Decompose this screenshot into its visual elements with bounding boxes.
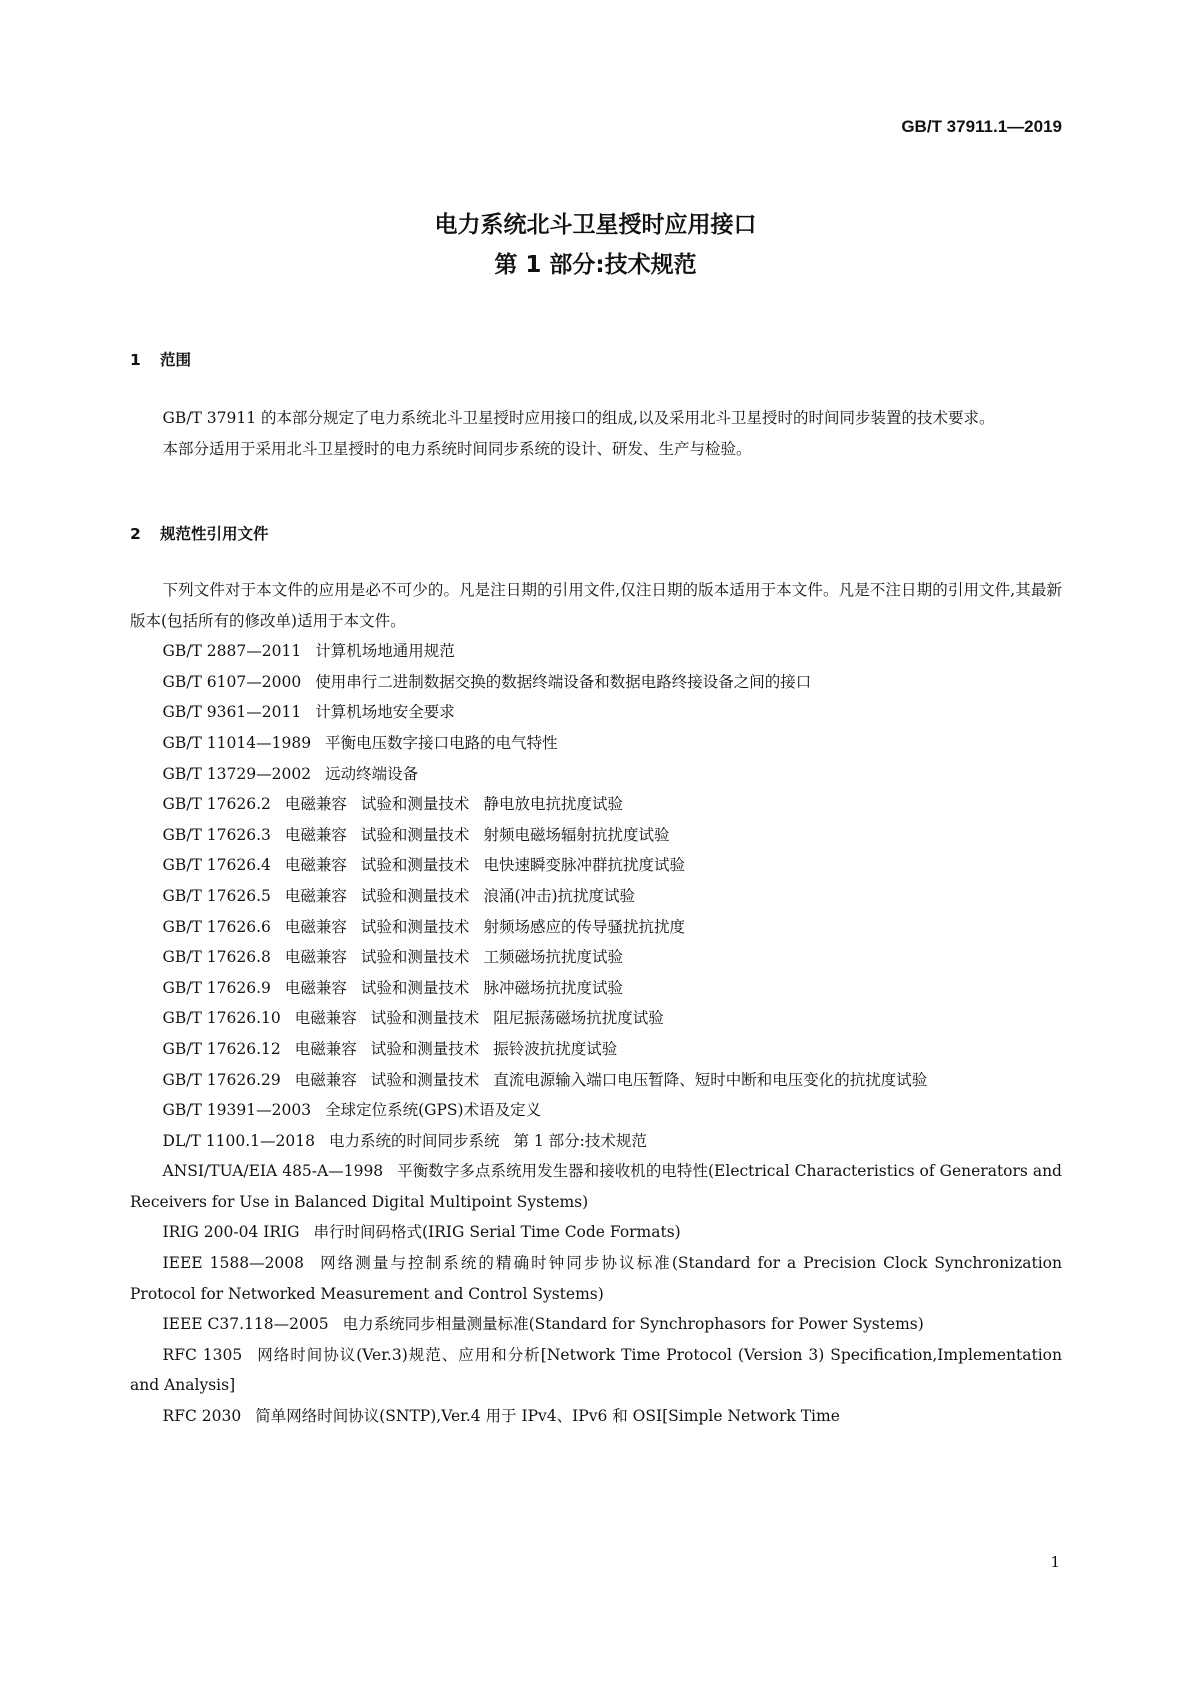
paragraph: GB/T 37911 的本部分规定了电力系统北斗卫星授时应用接口的组成,以及采用北斗卫星授时的时间同步装置的技术要求。 bbox=[162, 409, 995, 427]
reference-item bbox=[130, 820, 1062, 851]
reference-item bbox=[130, 1156, 1062, 1217]
reference-title-part: 直流电源输入端口电压暂降、短时中断和电压变化的抗扰度试验 bbox=[493, 1070, 928, 1089]
reference-title: 使用串行二进制数据交换的数据终端设备和数据电路终接设备之间的接口 bbox=[315, 672, 812, 691]
reference-title-part: 电磁兼容 bbox=[284, 886, 347, 905]
section-1-body bbox=[130, 403, 1062, 464]
reference-id: GB/T 17626.6 bbox=[162, 917, 271, 936]
reference-title-part: 工频磁场抗扰度试验 bbox=[483, 948, 623, 967]
reference-title-part: 阻尼振荡磁场抗扰度试验 bbox=[493, 1009, 664, 1028]
reference-title: 全球定位系统(GPS)术语及定义 bbox=[325, 1101, 542, 1120]
reference-title-part: 试验和测量技术 bbox=[360, 795, 470, 814]
reference-title-part: 试验和测量技术 bbox=[370, 1070, 480, 1089]
reference-title-part: 电力系统的时间同步系统 bbox=[328, 1131, 500, 1150]
reference-id: RFC 1305 bbox=[162, 1345, 243, 1364]
reference-title: 计算机场地通用规范 bbox=[315, 642, 455, 661]
section-title: 范围 bbox=[160, 351, 192, 369]
reference-title-part: 静电放电抗扰度试验 bbox=[483, 795, 623, 814]
reference-id: GB/T 17626.2 bbox=[162, 795, 271, 814]
reference-id: GB/T 11014—1989 bbox=[162, 733, 312, 752]
reference-item bbox=[130, 697, 1062, 728]
reference-id: GB/T 17626.9 bbox=[162, 978, 271, 997]
reference-id: IEEE 1588—2008 bbox=[162, 1254, 305, 1273]
reference-title: 远动终端设备 bbox=[325, 764, 419, 783]
reference-title-part: 第 1 部分:技术规范 bbox=[513, 1131, 647, 1150]
reference-id: GB/T 17626.10 bbox=[162, 1009, 281, 1028]
reference-id: GB/T 17626.4 bbox=[162, 856, 271, 875]
reference-id: GB/T 17626.8 bbox=[162, 948, 271, 967]
reference-title-part: 射频电磁场辐射抗扰度试验 bbox=[483, 825, 670, 844]
reference-item bbox=[130, 1003, 1062, 1034]
reference-title: 串行时间码格式(IRIG Serial Time Code Formats) bbox=[313, 1223, 681, 1242]
reference-title: 网络时间协议(Ver.3)规范、应用和分析[Network Time Protocol (Version 3) Specification,Implementation and Analysis] bbox=[130, 1345, 1062, 1395]
reference-id: GB/T 19391—2003 bbox=[162, 1101, 312, 1120]
reference-id: GB/T 17626.5 bbox=[162, 886, 271, 905]
reference-item bbox=[130, 1034, 1062, 1065]
reference-title: 计算机场地安全要求 bbox=[315, 703, 455, 722]
reference-item bbox=[130, 1401, 1062, 1432]
reference-item bbox=[130, 1095, 1062, 1126]
reference-title: 网络测量与控制系统的精确时钟同步协议标准(Standard for a Precision Clock Synchronization Protocol for Networked Measurement and Control Systems) bbox=[130, 1254, 1062, 1303]
reference-item bbox=[130, 1217, 1062, 1248]
reference-id: DL/T 1100.1—2018 bbox=[162, 1131, 315, 1150]
reference-item bbox=[130, 881, 1062, 912]
reference-item bbox=[130, 636, 1062, 667]
reference-title-part: 试验和测量技术 bbox=[370, 1009, 480, 1028]
reference-id: GB/T 17626.3 bbox=[162, 825, 271, 844]
reference-title-part: 电快速瞬变脉冲群抗扰度试验 bbox=[483, 856, 685, 875]
reference-item bbox=[130, 759, 1062, 790]
section-title: 规范性引用文件 bbox=[160, 525, 269, 543]
reference-title: 平衡电压数字接口电路的电气特性 bbox=[325, 733, 558, 752]
reference-id: ANSI/TUA/EIA 485-A—1998 bbox=[162, 1162, 384, 1181]
reference-title-part: 脉冲磁场抗扰度试验 bbox=[483, 978, 623, 997]
reference-item bbox=[130, 728, 1062, 759]
section-number: 2 bbox=[130, 525, 141, 543]
title-line-2: 第 1 部分:技术规范 bbox=[494, 252, 697, 278]
reference-id: IEEE C37.118—2005 bbox=[162, 1315, 329, 1334]
reference-title-part: 试验和测量技术 bbox=[360, 856, 470, 875]
reference-title: 简单网络时间协议(SNTP),Ver.4 用于 IPv4、IPv6 和 OSI[Simple Network Time bbox=[255, 1407, 840, 1426]
reference-id: GB/T 6107—2000 bbox=[162, 672, 302, 691]
reference-item bbox=[130, 942, 1062, 973]
reference-item bbox=[130, 789, 1062, 820]
reference-id: GB/T 17626.29 bbox=[162, 1070, 281, 1089]
reference-title-part: 电磁兼容 bbox=[294, 1039, 357, 1058]
section-2-body bbox=[130, 575, 1062, 1432]
reference-title-part: 振铃波抗扰度试验 bbox=[493, 1039, 618, 1058]
reference-title-part: 电磁兼容 bbox=[284, 917, 347, 936]
reference-item bbox=[130, 912, 1062, 943]
paragraph: 本部分适用于采用北斗卫星授时的电力系统时间同步系统的设计、研发、生产与检验。 bbox=[162, 439, 752, 458]
reference-item bbox=[130, 850, 1062, 881]
reference-id: IRIG 200-04 IRIG bbox=[162, 1223, 300, 1242]
reference-title: 电力系统同步相量测量标准(Standard for Synchrophasors for Power Systems) bbox=[342, 1315, 924, 1334]
reference-item bbox=[130, 1065, 1062, 1096]
reference-title-part: 电磁兼容 bbox=[284, 948, 347, 967]
reference-id: RFC 2030 bbox=[162, 1407, 242, 1426]
reference-title-part: 电磁兼容 bbox=[284, 795, 347, 814]
reference-id: GB/T 2887—2011 bbox=[162, 642, 302, 661]
reference-title-part: 试验和测量技术 bbox=[360, 917, 470, 936]
document-title bbox=[0, 205, 1191, 285]
standard-number: GB/T 37911.1—2019 bbox=[901, 117, 1062, 136]
paragraph: 下列文件对于本文件的应用是必不可少的。凡是注日期的引用文件,仅注日期的版本适用于本文件。凡是不注日期的引用文件,其最新版本(包括所有的修改单)适用于本文件。 bbox=[130, 581, 1062, 630]
reference-title-part: 试验和测量技术 bbox=[360, 948, 470, 967]
reference-id: GB/T 9361—2011 bbox=[162, 703, 302, 722]
reference-title-part: 试验和测量技术 bbox=[360, 825, 470, 844]
reference-title-part: 试验和测量技术 bbox=[360, 886, 470, 905]
reference-item bbox=[130, 973, 1062, 1004]
reference-title-part: 电磁兼容 bbox=[284, 825, 347, 844]
reference-list bbox=[130, 636, 1062, 1431]
section-1-heading bbox=[130, 348, 191, 370]
reference-title: 平衡数字多点系统用发生器和接收机的电特性(Electrical Characteristics of Generators and Receivers for Use in Balanced Digital Multipoint Systems) bbox=[130, 1162, 1062, 1211]
reference-id: GB/T 13729—2002 bbox=[162, 764, 312, 783]
title-line-1: 电力系统北斗卫星授时应用接口 bbox=[434, 212, 757, 238]
reference-title-part: 电磁兼容 bbox=[284, 978, 347, 997]
reference-title-part: 电磁兼容 bbox=[294, 1009, 357, 1028]
reference-item bbox=[130, 1126, 1062, 1157]
page-number: 1 bbox=[1050, 1553, 1060, 1571]
reference-title-part: 试验和测量技术 bbox=[360, 978, 470, 997]
reference-item bbox=[130, 1248, 1062, 1309]
reference-title-part: 浪涌(冲击)抗扰度试验 bbox=[483, 886, 636, 905]
reference-item bbox=[130, 1340, 1062, 1401]
reference-title-part: 电磁兼容 bbox=[284, 856, 347, 875]
reference-item bbox=[130, 1309, 1062, 1340]
section-2-heading bbox=[130, 522, 269, 544]
reference-id: GB/T 17626.12 bbox=[162, 1039, 281, 1058]
reference-title-part: 电磁兼容 bbox=[294, 1070, 357, 1089]
reference-item bbox=[130, 667, 1062, 698]
reference-title-part: 试验和测量技术 bbox=[370, 1039, 480, 1058]
reference-title-part: 射频场感应的传导骚扰抗扰度 bbox=[483, 917, 685, 936]
section-number: 1 bbox=[130, 351, 141, 369]
